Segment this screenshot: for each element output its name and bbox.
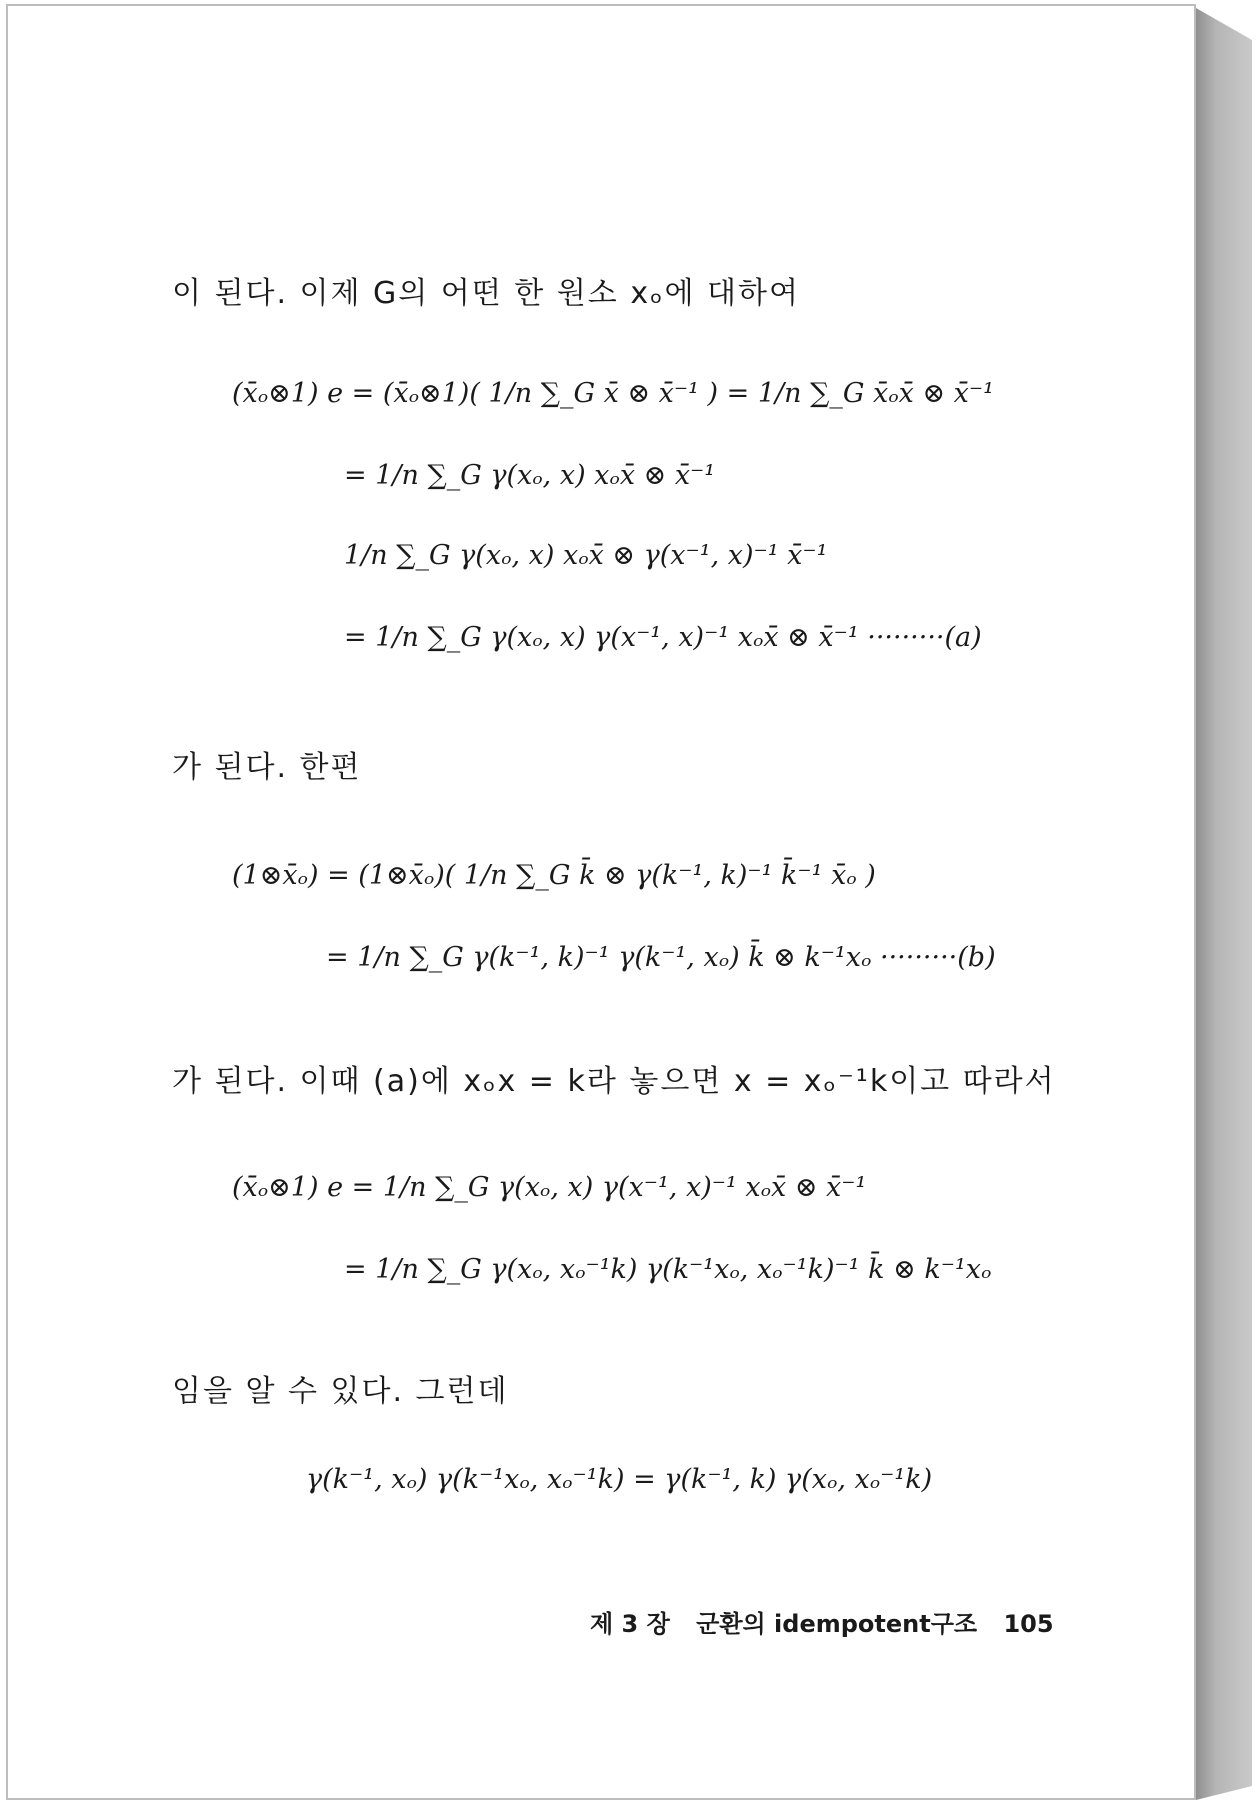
paragraph-2: 가 된다. 한편 bbox=[172, 750, 362, 785]
paragraph-4: 임을 알 수 있다. 그런데 bbox=[172, 1374, 509, 1409]
equation-b1: (1⊗x̄ₒ) = (1⊗x̄ₒ)( 1/n ∑_G k̄ ⊗ γ(k⁻¹, k)⁻¹ k̄⁻¹ x̄ₒ ) bbox=[232, 860, 876, 891]
equation-d1: γ(k⁻¹, xₒ) γ(k⁻¹xₒ, xₒ⁻¹k) = γ(k⁻¹, k) γ(xₒ, xₒ⁻¹k) bbox=[306, 1464, 933, 1495]
equation-b2: = 1/n ∑_G γ(k⁻¹, k)⁻¹ γ(k⁻¹, xₒ) k̄ ⊗ k⁻¹xₒ ·········(b) bbox=[326, 942, 996, 973]
equation-c2: = 1/n ∑_G γ(xₒ, xₒ⁻¹k) γ(k⁻¹xₒ, xₒ⁻¹k)⁻¹ k̄ ⊗ k⁻¹xₒ bbox=[344, 1254, 992, 1285]
equation-a4: = 1/n ∑_G γ(xₒ, x) γ(x⁻¹, x)⁻¹ xₒx̄ ⊗ x̄⁻¹ ·········(a) bbox=[344, 622, 982, 653]
equation-a1: (x̄ₒ⊗1) e = (x̄ₒ⊗1)( 1/n ∑_G x̄ ⊗ x̄⁻¹ ) = 1/n ∑_G x̄ₒx̄ ⊗ x̄⁻¹ bbox=[232, 378, 994, 409]
footer-chapter: 제 3 장 bbox=[590, 1610, 670, 1638]
page-number: 105 bbox=[1003, 1610, 1054, 1638]
equation-a2: = 1/n ∑_G γ(xₒ, x) xₒx̄ ⊗ x̄⁻¹ bbox=[344, 460, 716, 491]
page-stack-edge bbox=[1196, 8, 1252, 1800]
paragraph-3: 가 된다. 이때 (a)에 xₒx = k라 놓으면 x = xₒ⁻¹k이고 따라서 bbox=[172, 1064, 1056, 1099]
footer-title: 군환의 idempotent구조 bbox=[696, 1610, 978, 1638]
running-footer bbox=[590, 1604, 1072, 1639]
equation-a3: 1/n ∑_G γ(xₒ, x) xₒx̄ ⊗ γ(x⁻¹, x)⁻¹ x̄⁻¹ bbox=[344, 540, 828, 571]
equation-c1: (x̄ₒ⊗1) e = 1/n ∑_G γ(xₒ, x) γ(x⁻¹, x)⁻¹ xₒx̄ ⊗ x̄⁻¹ bbox=[232, 1172, 867, 1203]
paragraph-1: 이 된다. 이제 G의 어떤 한 원소 xₒ에 대하여 bbox=[172, 276, 800, 311]
